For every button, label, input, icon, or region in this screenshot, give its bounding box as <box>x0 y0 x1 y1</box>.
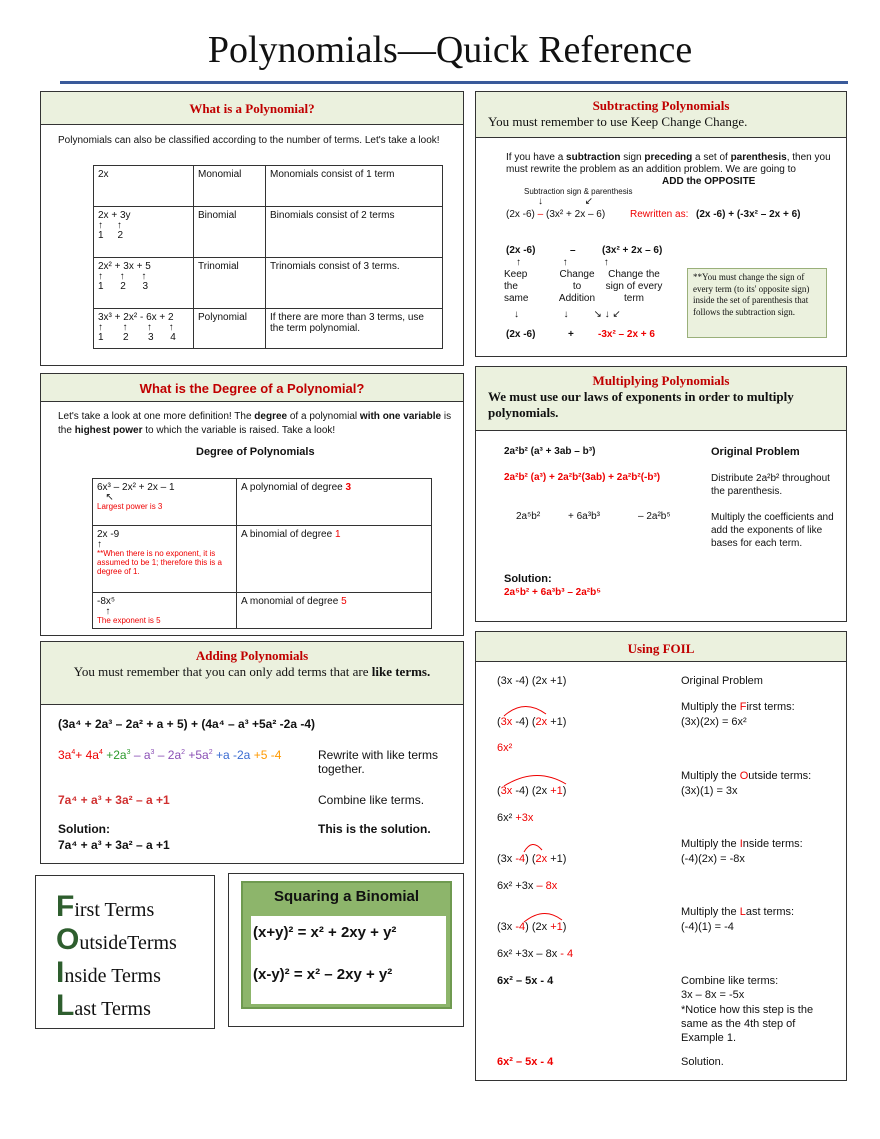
last-problem: (3x -4) (2x +1) <box>497 921 567 933</box>
using-foil-panel <box>475 631 847 1081</box>
mult-problem: 2a²b² (a³ + 3ab – b³) <box>504 446 596 457</box>
foil-letter-l: L <box>56 989 75 1022</box>
combine-label: Combine like terms: <box>681 975 779 987</box>
foil-outside-text: utsideTerms <box>79 932 177 954</box>
kcc-top-2: – <box>570 245 576 256</box>
combine-note: *Notice how this step is the same as the 4th step of Example 1. <box>681 1004 814 1044</box>
adding-problem: (3a⁴ + 2a³ – 2a² + a + 5) + (4a⁴ – a³ +5a² -2a -4) <box>58 717 316 731</box>
multiplying-panel <box>475 366 847 622</box>
adding-solution-note: This is the solution. <box>318 822 431 836</box>
subtracting-title: Subtracting Polynomials <box>592 98 730 113</box>
what-is-title: What is a Polynomial? <box>189 101 315 116</box>
foil-problem: (3x -4) (2x +1) <box>497 675 567 687</box>
subtracting-note: **You must change the sign of every term (to its' opposite sign) inside the set of parenthesis that follows the subtraction sign. <box>687 268 827 338</box>
kcc-bot-3: -3x² – 2x + 6 <box>598 329 655 340</box>
row3-name: Trinomial <box>194 258 266 309</box>
mult-multiply-note: Multiply the coefficients and add the exponents of like bases for each term. <box>711 512 834 549</box>
outside-label: Multiply the Outside terms: <box>681 770 812 782</box>
kcc-bot-2: + <box>568 329 574 340</box>
inside-result: 6x² +3x – 8x <box>497 880 558 892</box>
row4-name: Polynomial <box>194 309 266 349</box>
squaring-formula-2: (x-y)² = x² – 2xy + y² <box>253 966 393 983</box>
foil-letter-f: F <box>56 890 75 923</box>
degree-table <box>92 478 432 629</box>
add-opposite: ADD the OPPOSITE <box>662 176 756 187</box>
combine-expr: 6x² – 5x - 4 <box>497 975 554 987</box>
subtracting-problem: (2x -6) – (3x² + 2x – 6) <box>506 209 606 220</box>
row4-expr: 3x³ + 2x² - 6x + 2 ↑ ↑ ↑ ↑ 1 2 3 4 <box>94 309 194 349</box>
multiplying-title: Multiplying Polynomials <box>592 373 730 388</box>
row1-name: Monomial <box>194 166 266 207</box>
row2-desc: Binomials consist of 2 terms <box>266 207 443 258</box>
adding-subtitle: You must remember that you can only add terms that are like terms. <box>73 664 431 679</box>
deg-row1-expr: 6x³ – 2x² + 2x – 1 ↖ Largest power is 3 <box>93 479 237 526</box>
what-is-intro: Polynomials can also be classified according to the number of terms. Let's take a look! <box>58 135 440 146</box>
outside-result: 6x² +3x <box>497 812 534 824</box>
adding-solution: 7a⁴ + a³ + 3a² – a +1 <box>58 838 170 852</box>
mult-solution-label: Solution: <box>504 573 552 585</box>
row3-desc: Trinomials consist of 3 terms. <box>266 258 443 309</box>
deg-row2-desc: A binomial of degree 1 <box>237 526 432 593</box>
foil-letter-o: O <box>56 923 80 956</box>
degree-table-title: Degree of Polynomials <box>196 446 315 458</box>
mult-term-2: + 6a³b³ <box>568 511 600 522</box>
first-problem: (3x -4) (2x +1) <box>497 716 567 728</box>
last-calc: (-4)(1) = -4 <box>681 921 734 933</box>
deg-row1-desc: A polynomial of degree 3 <box>237 479 432 526</box>
row1-expr: 2x <box>94 166 194 207</box>
mult-term-3: – 2a²b⁵ <box>638 511 671 522</box>
kcc-bot-1: (2x -6) <box>506 329 536 340</box>
foil-first-row <box>56 890 214 923</box>
subtracting-intro: If you have a subtraction sign preceding a set of parenthesis, then you must rewrite the problem as an addition problem. We are going to <box>506 152 831 175</box>
inside-problem: (3x -4) (2x +1) <box>497 853 567 865</box>
row3-expr: 2x² + 3x + 5 ↑ ↑ ↑ 1 2 3 <box>94 258 194 309</box>
adding-title: Adding Polynomials <box>195 648 309 663</box>
foil-inside-row <box>56 956 214 989</box>
foil-first-text: irst Terms <box>74 899 155 921</box>
mult-distributed: 2a²b² (a³) + 2a²b²(3ab) + 2a²b²(-b³) <box>504 472 661 483</box>
kcc-down-arrows: ↓ ↓ ↘ ↓ ↙ <box>514 309 621 320</box>
row2-expr: 2x + 3y ↑ ↑ 1 2 <box>94 207 194 258</box>
last-result: 6x² +3x – 8x - 4 <box>497 948 574 960</box>
first-arc <box>502 698 552 718</box>
kcc-label-1: Keep the same <box>504 269 529 304</box>
degree-header <box>41 374 463 402</box>
foil-letter-i: I <box>56 956 65 989</box>
monomial-table <box>93 165 443 349</box>
degree-intro: Let's take a look at one more definition! The degree of a polynomial with one variable is the highest power to which the variable is raised. Take a look! <box>58 411 452 436</box>
foil-last-text: ast Terms <box>74 998 151 1020</box>
adding-combine-note: Combine like terms. <box>318 793 425 807</box>
squaring-formula-1: (x+y)² = x² + 2xy + y² <box>253 924 397 941</box>
rewritten-expr: (2x -6) + (-3x² – 2x + 6) <box>696 209 801 220</box>
first-calc: (3x)(2x) = 6x² <box>681 716 747 728</box>
adding-combined: 7a⁴ + a³ + 3a² – a +1 <box>58 793 170 807</box>
row1-desc: Monomials consist of 1 term <box>266 166 443 207</box>
subtracting-header <box>476 92 846 138</box>
page-title: Polynomials—Quick Reference <box>207 29 693 71</box>
outside-problem: (3x -4) (2x +1) <box>497 785 567 797</box>
kcc-top-1: (2x -6) <box>506 245 536 256</box>
mult-solution: 2a⁵b² + 6a³b³ – 2a²b⁵ <box>504 587 601 598</box>
adding-solution-label: Solution: <box>58 822 110 836</box>
last-label: Multiply the Last terms: <box>681 906 795 918</box>
what-is-header <box>41 92 463 125</box>
title-rule <box>60 81 848 84</box>
adding-rewrite: $3a^4+ 4a^4 +2a^3 - a^3 - 2a^2 +5a^2 +a$ -2a +5 -4 <box>58 748 282 762</box>
combine-calc: 3x – 8x = -5x <box>681 989 745 1001</box>
subtracting-panel <box>475 91 847 357</box>
mult-term-1: 2a⁵b² <box>516 511 541 522</box>
deg-row2-expr: 2x -9 ↑ **When there is no exponent, it is assumed to be 1; therefore this is a degree of 1. <box>93 526 237 593</box>
first-result: 6x² <box>497 742 513 754</box>
degree-title: What is the Degree of a Polynomial? <box>139 381 365 396</box>
what-is-polynomial-panel <box>40 91 464 366</box>
mult-problem-label: Original Problem <box>711 446 800 458</box>
kcc-up-arrows: ↑ ↑ ↑ <box>516 257 609 268</box>
sign-arrows: ↓ ↙ <box>538 196 594 207</box>
squaring-title: Squaring a Binomial <box>273 888 420 905</box>
kcc-top-3: (3x² + 2x – 6) <box>602 245 663 256</box>
using-foil-title: Using FOIL <box>627 641 695 656</box>
foil-last-row <box>56 989 214 1022</box>
rewritten-label: Rewritten as: <box>630 209 689 220</box>
multiplying-header <box>476 367 846 431</box>
deg-row3-desc: A monomial of degree 5 <box>237 593 432 629</box>
kcc-label-3: Change the sign of every term <box>605 269 663 304</box>
foil-solution-label: Solution. <box>681 1056 724 1068</box>
sign-label: Subtraction sign & parenthesis <box>524 187 633 196</box>
inside-arc <box>522 838 546 854</box>
degree-panel <box>40 373 464 636</box>
squaring-panel <box>228 873 464 1027</box>
multiplying-subtitle: We must use our laws of exponents in order to multiply polynomials. <box>488 389 794 420</box>
inside-calc: (-4)(2x) = -8x <box>681 853 745 865</box>
squaring-formula-area <box>251 916 446 1004</box>
using-foil-header <box>476 632 846 662</box>
deg-row3-expr: -8x⁵ ↑ The exponent is 5 <box>93 593 237 629</box>
row2-name: Binomial <box>194 207 266 258</box>
foil-solution-expr: 6x² – 5x - 4 <box>497 1056 554 1068</box>
row4-desc: If there are more than 3 terms, use the term polynomial. <box>266 309 443 349</box>
adding-panel <box>40 641 464 864</box>
inside-label: Multiply the Inside terms: <box>681 838 803 850</box>
foil-problem-label: Original Problem <box>681 675 763 687</box>
foil-inside-text: nside Terms <box>64 965 161 987</box>
adding-rewrite-note: Rewrite with like terms together. <box>318 748 439 776</box>
foil-acronym-panel <box>35 875 215 1029</box>
foil-outside-row <box>56 923 214 956</box>
adding-header <box>41 642 463 705</box>
first-label: Multiply the First terms: <box>681 701 795 713</box>
subtracting-subtitle: You must remember to use Keep Change Change. <box>488 114 748 129</box>
outside-calc: (3x)(1) = 3x <box>681 785 738 797</box>
mult-distribute-note: Distribute 2a²b² throughout the parenthesis. <box>711 473 830 497</box>
kcc-label-2: Change to Addition <box>558 269 596 304</box>
squaring-green-box <box>241 881 452 1009</box>
